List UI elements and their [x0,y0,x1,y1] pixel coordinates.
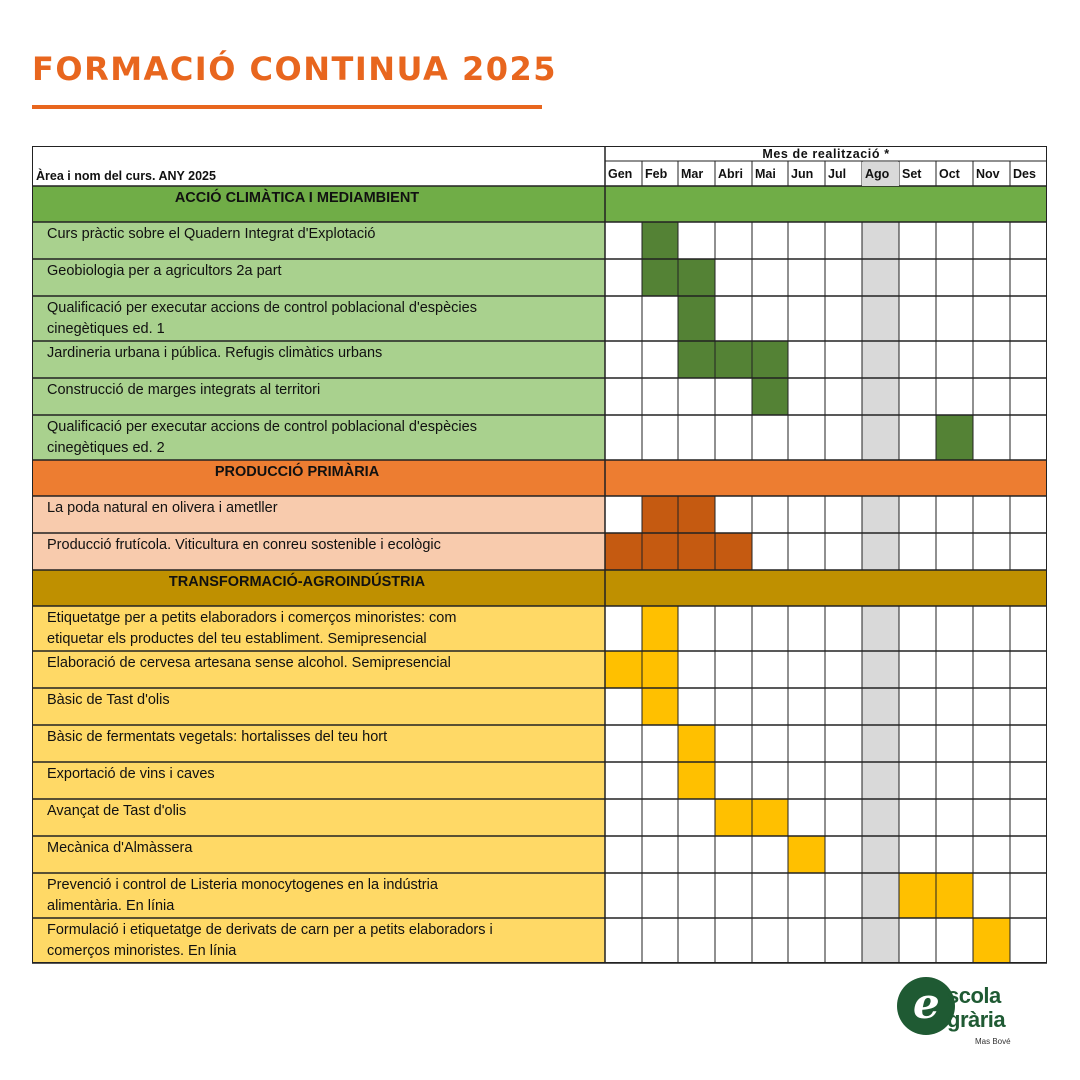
course-name: Qualificació per executar accions de control poblacional d'espècies [47,300,477,316]
course-name: cinegètiques ed. 1 [47,321,165,337]
course-schedule-row [605,762,1047,799]
month-header: Nov [976,167,1000,181]
scheduled-month-cell [752,799,788,836]
months-header-title: Mes de realització * [762,147,890,161]
course-name: Jardineria urbana i pública. Refugis climàtics urbans [47,345,383,361]
scheduled-month-cell [973,918,1010,963]
scheduled-month-cell [642,259,678,296]
area-column-header: Àrea i nom del curs. ANY 2025 [36,169,216,183]
course-name: Geobiologia per a agricultors 2a part [47,263,282,279]
course-name: La poda natural en olivera i ametller [47,500,278,516]
section-title: TRANSFORMACIÓ-AGROINDÚSTRIA [168,574,426,590]
logo-e-glyph: e [913,979,940,1028]
course-name: Exportació de vins i caves [47,766,215,782]
scheduled-month-cell [715,799,752,836]
section-header-bar [32,460,1047,496]
course-name: Construcció de marges integrats al territori [47,382,321,398]
course-schedule-row [605,296,1047,341]
scheduled-month-cell [678,762,715,799]
logo-text-line3: Mas Bové [975,1037,1011,1046]
course-schedule-row [605,873,1047,918]
course-name: Mecànica d'Almàssera [47,840,193,856]
scheduled-month-cell [788,836,825,873]
logo-text-line1: scola [947,983,1001,1008]
course-schedule-row [605,836,1047,873]
course-name: Qualificació per executar accions de control poblacional d'espècies [47,419,477,435]
course-name: Prevenció i control de Listeria monocytogenes en la indústria [47,877,438,893]
month-header: Abri [718,167,743,181]
scheduled-month-cell [678,296,715,341]
scheduled-month-cell [605,651,642,688]
scheduled-month-cell [936,873,973,918]
course-name: comerços minoristes. En línia [47,943,237,959]
section-title: PRODUCCIÓ PRIMÀRIA [214,464,380,480]
scheduled-month-cell [678,259,715,296]
scheduled-month-cell [678,341,715,378]
month-header: Jun [791,167,814,181]
month-header: Jul [828,167,847,181]
month-header: Mai [755,167,776,181]
scheduled-month-cell [678,533,715,570]
scheduled-month-cell [642,688,678,725]
scheduled-month-cell [936,415,973,460]
course-name: Curs pràctic sobre el Quadern Integrat d'Explotació [47,226,376,242]
scheduled-month-cell [752,341,788,378]
month-header: Des [1013,167,1036,181]
course-name: Bàsic de fermentats vegetals: hortalisses del teu hort [47,729,388,745]
page-title: FORMACIÓ CONTINUA 2025 [32,50,557,88]
scheduled-month-cell [642,533,678,570]
course-name: etiquetar els productes del teu establiment. Semipresencial [47,631,427,647]
scheduled-month-cell [642,222,678,259]
course-schedule-table [32,146,1047,971]
course-schedule-row [605,799,1047,836]
logo-text-line2: grària [947,1007,1006,1032]
course-name: Producció frutícola. Viticultura en conreu sostenible i ecològic [47,537,441,553]
course-schedule-row [605,725,1047,762]
course-name: Etiquetatge per a petits elaboradors i comerços minoristes: com [47,610,457,626]
scheduled-month-cell [899,873,936,918]
escola-agraria-logo [893,975,1033,1065]
month-header: Oct [939,167,960,181]
month-header: Mar [681,167,704,181]
scheduled-month-cell [642,651,678,688]
course-schedule-row [605,378,1047,415]
section-title: ACCIÓ CLIMÀTICA I MEDIAMBIENT [174,190,420,206]
scheduled-month-cell [642,496,678,533]
course-name: Formulació i etiquetatge de derivats de carn per a petits elaboradors i [47,922,493,938]
scheduled-month-cell [642,606,678,651]
course-name: Avançat de Tast d'olis [47,803,187,819]
course-schedule-row [605,415,1047,460]
course-name: alimentària. En línia [47,898,175,914]
course-name: Elaboració de cervesa artesana sense alcohol. Semipresencial [47,655,451,671]
month-header: Feb [645,167,668,181]
scheduled-month-cell [605,533,642,570]
scheduled-month-cell [678,725,715,762]
scheduled-month-cell [752,378,788,415]
course-name: cinegètiques ed. 2 [47,440,165,456]
course-name: Bàsic de Tast d'olis [47,692,170,708]
month-header: Gen [608,167,633,181]
course-schedule-row [605,341,1047,378]
title-underline [32,105,542,109]
month-header: Set [902,167,922,181]
month-header: Ago [865,167,890,181]
scheduled-month-cell [715,341,752,378]
scheduled-month-cell [715,533,752,570]
scheduled-month-cell [678,496,715,533]
